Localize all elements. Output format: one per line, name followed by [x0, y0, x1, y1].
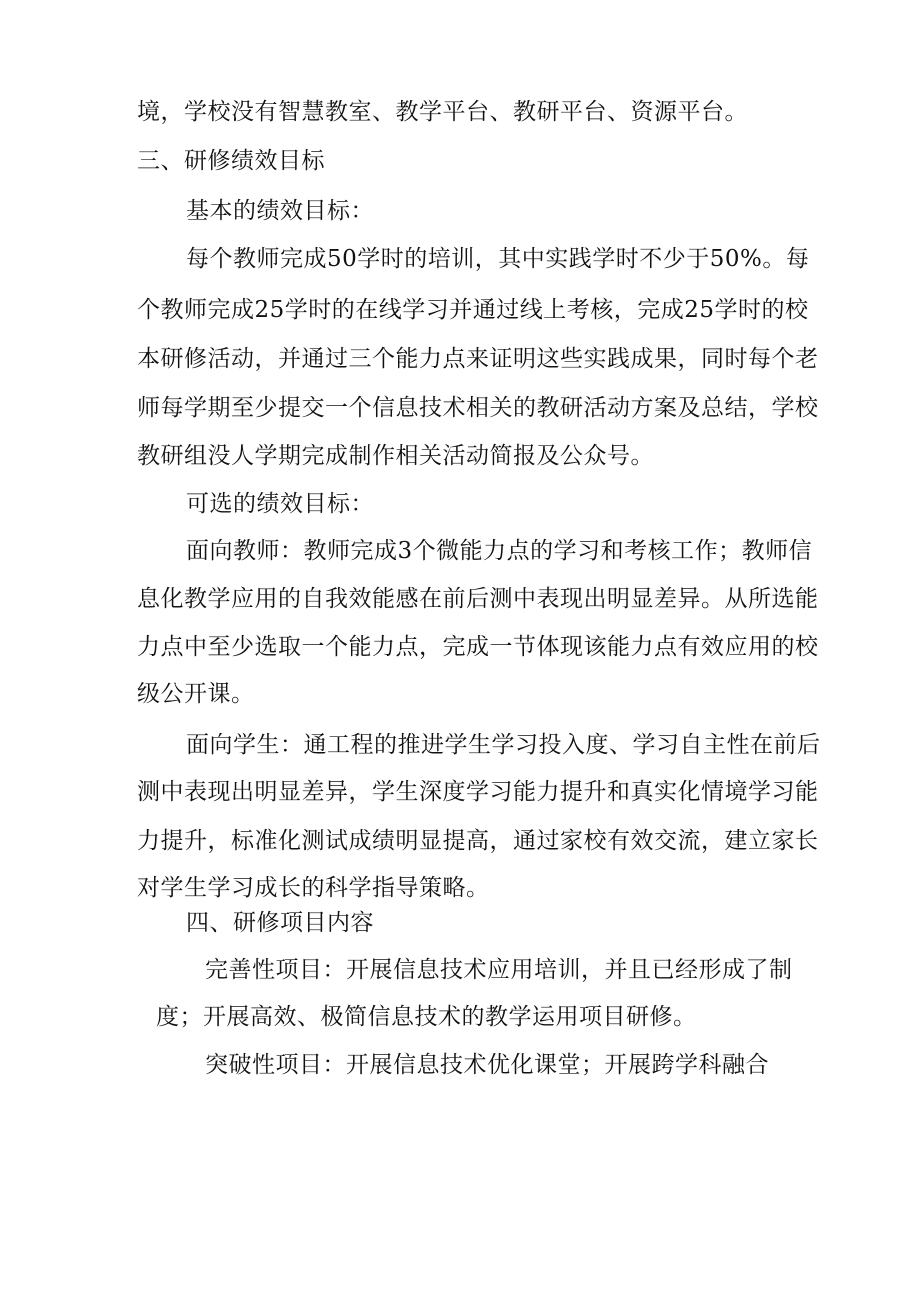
text-line: 完善性项目：开展信息技术应用培训，并且已经形成了制 — [205, 957, 793, 983]
text-line: 力提升，标准化测试成绩明显提高，通过家校有效交流，建立家长 — [137, 828, 819, 854]
section-heading: 四、研修项目内容 — [186, 910, 374, 936]
text-line: 测中表现出明显差异，学生深度学习能力提升和真实化情境学习能 — [137, 779, 819, 805]
text-line: 级公开课。 — [137, 681, 255, 707]
text-line: 每个教师完成50学时的培训，其中实践学时不少于50%。每 — [186, 246, 810, 272]
text-line: 境，学校没有智慧教室、教学平台、教研平台、资源平台。 — [137, 99, 748, 125]
text-line: 师每学期至少提交一个信息技术相关的教研活动方案及总结，学校 — [137, 395, 819, 421]
section-heading: 三、研修绩效目标 — [137, 148, 325, 174]
text-line: 突破性项目：开展信息技术优化课堂；开展跨学科融合 — [205, 1052, 769, 1078]
text-line: 对学生学习成长的科学指导策略。 — [137, 875, 490, 901]
text-line: 教研组没人学期完成制作相关活动简报及公众号。 — [137, 443, 654, 469]
text-line: 面向教师：教师完成3个微能力点的学习和考核工作；教师信 — [186, 538, 813, 564]
text-line: 度；开展高效、极简信息技术的教学运用项目研修。 — [156, 1004, 697, 1030]
subheading: 基本的绩效目标： — [186, 198, 374, 224]
text-line: 面向学生：通工程的推进学生学习投入度、学习自主性在前后 — [186, 732, 821, 758]
text-line: 个教师完成25学时的在线学习并通过线上考核，完成25学时的校 — [137, 297, 809, 323]
text-line: 力点中至少选取一个能力点，完成一节体现该能力点有效应用的校 — [137, 634, 819, 660]
subheading: 可选的绩效目标： — [186, 491, 374, 517]
text-line: 息化教学应用的自我效能感在前后测中表现出明显差异。从所选能 — [137, 586, 819, 612]
text-line: 本研修活动，并通过三个能力点来证明这些实践成果，同时每个老 — [137, 346, 819, 372]
